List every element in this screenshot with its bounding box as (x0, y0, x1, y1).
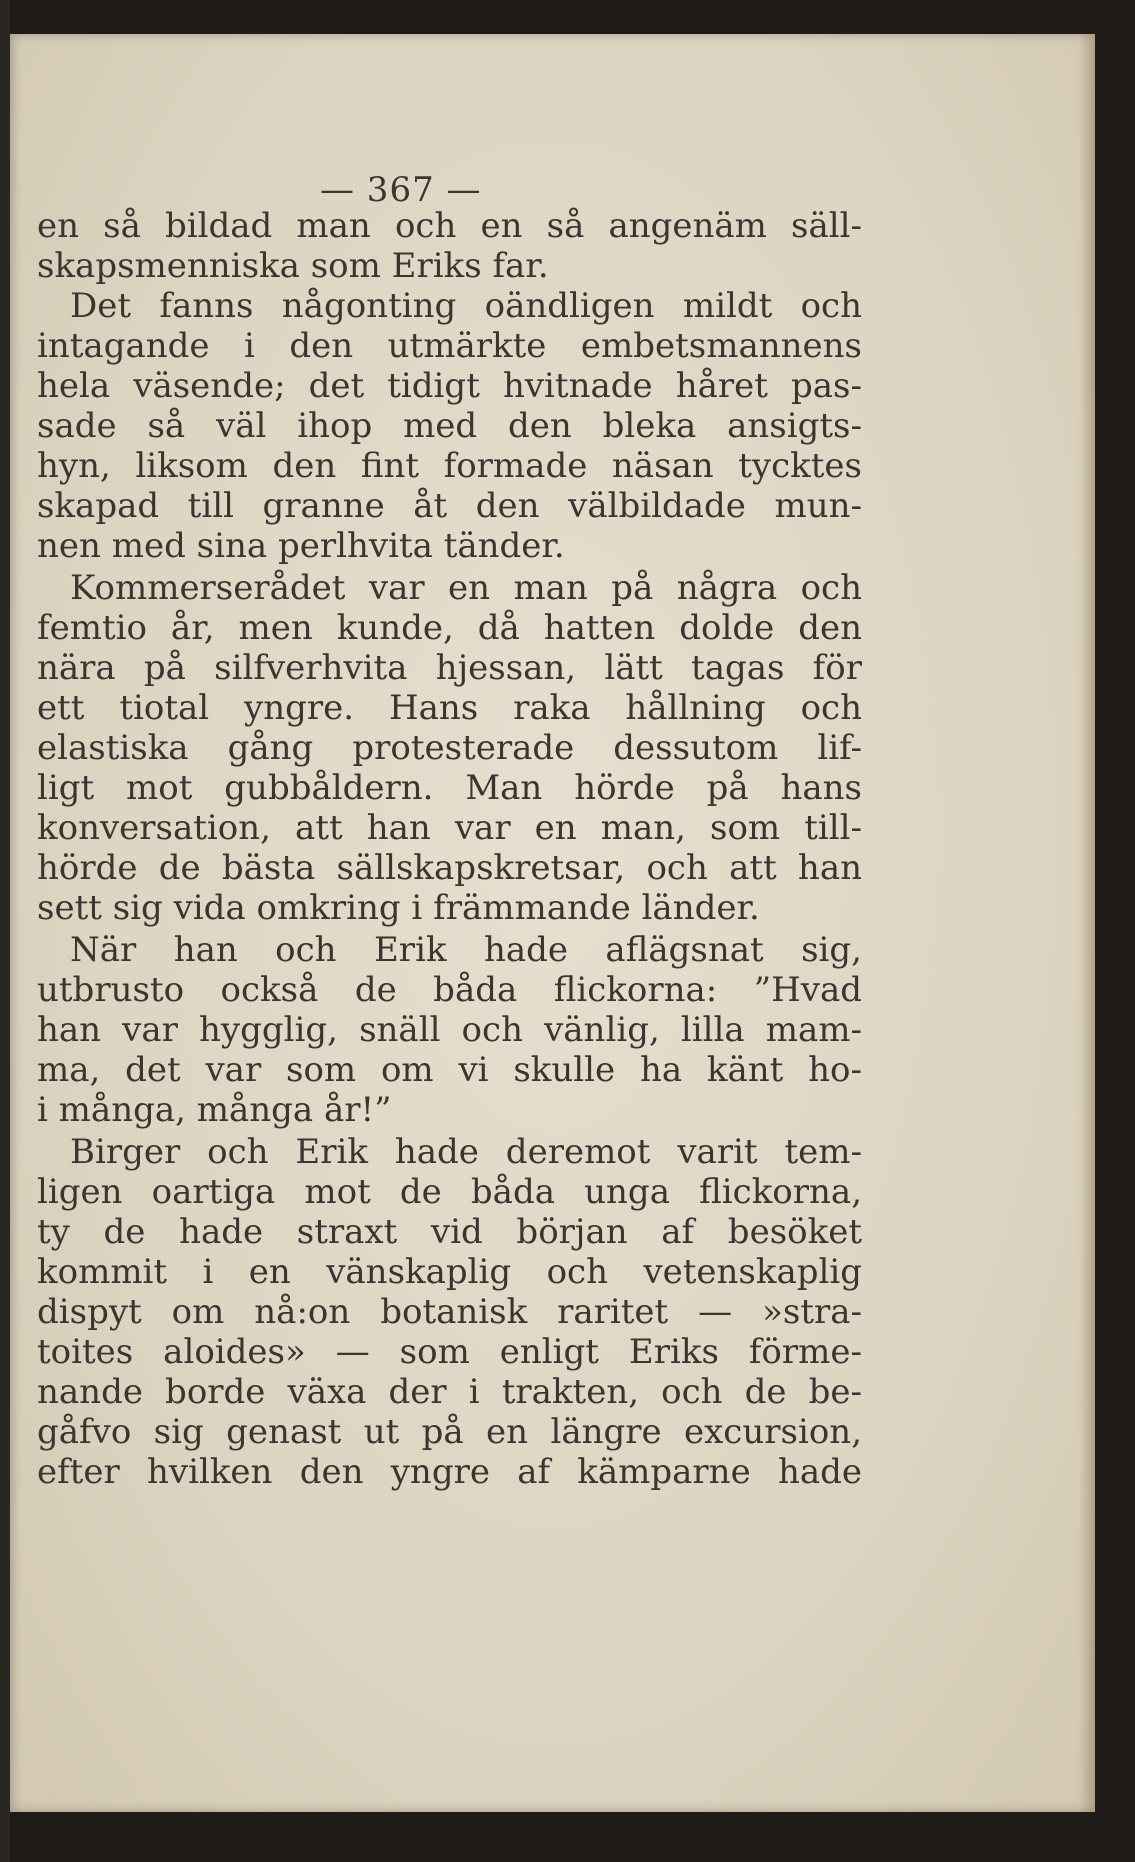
text-line: ty de hade straxt vid början af besöket (37, 1212, 862, 1252)
page-edge-shadow (1079, 34, 1095, 1812)
text-line: sade så väl ihop med den bleka ansigts- (37, 406, 862, 446)
text-line: skapad till granne åt den välbildade mun- (37, 486, 862, 526)
text-line: hela väsende; det tidigt hvitnade håret pas- (37, 366, 862, 406)
text-line: i många, många år!” (37, 1090, 392, 1130)
text-line: elastiska gång protesterade dessutom lif- (37, 728, 862, 768)
text-line: kommit i en vänskaplig och vetenskaplig (37, 1252, 862, 1292)
text-line: ma, det var som om vi skulle ha känt ho- (37, 1050, 862, 1090)
text-line: efter hvilken den yngre af kämparne hade (37, 1452, 862, 1492)
text-line: femtio år, men kunde, då hatten dolde den (37, 608, 862, 648)
text-line: toites aloides» — som enligt Eriks förme- (37, 1332, 862, 1372)
text-line: hörde de bästa sällskapskretsar, och att han (37, 848, 862, 888)
text-line: ligen oartiga mot de båda unga flickorna, (37, 1172, 862, 1212)
text-line: ett tiotal yngre. Hans raka hållning och (37, 688, 862, 728)
text-line: nära på silfverhvita hjessan, lätt tagas för (37, 648, 862, 688)
text-line: hyn, liksom den fint formade näsan tycktes (37, 446, 862, 486)
text-line: utbrusto också de båda flickorna: ”Hvad (37, 970, 862, 1010)
book-binding (0, 0, 10, 1862)
text-line: skapsmenniska som Eriks far. (37, 246, 549, 286)
text-line: konversation, att han var en man, som till- (37, 808, 862, 848)
text-line: han var hygglig, snäll och vänlig, lilla mam- (37, 1010, 862, 1050)
page-number: — 367 — (320, 170, 482, 210)
text-line: När han och Erik hade aflägsnat sig, (70, 930, 862, 970)
text-line: Birger och Erik hade deremot varit tem- (70, 1132, 862, 1172)
text-line: Det fanns någonting oändligen mildt och (70, 286, 862, 326)
text-line: nande borde växa der i trakten, och de be- (37, 1372, 862, 1412)
text-line: ligt mot gubbåldern. Man hörde på hans (37, 768, 862, 808)
text-line: en så bildad man och en så angenäm säll- (37, 206, 862, 246)
text-line: dispyt om nå:on botanisk raritet — »stra- (37, 1292, 862, 1332)
text-line: gåfvo sig genast ut på en längre excursion, (37, 1412, 862, 1452)
text-line: nen med sina perlhvita tänder. (37, 526, 565, 566)
text-line: Kommerserådet var en man på några och (70, 568, 862, 608)
text-line: sett sig vida omkring i främmande länder. (37, 888, 760, 928)
text-line: intagande i den utmärkte embetsmannens (37, 326, 862, 366)
